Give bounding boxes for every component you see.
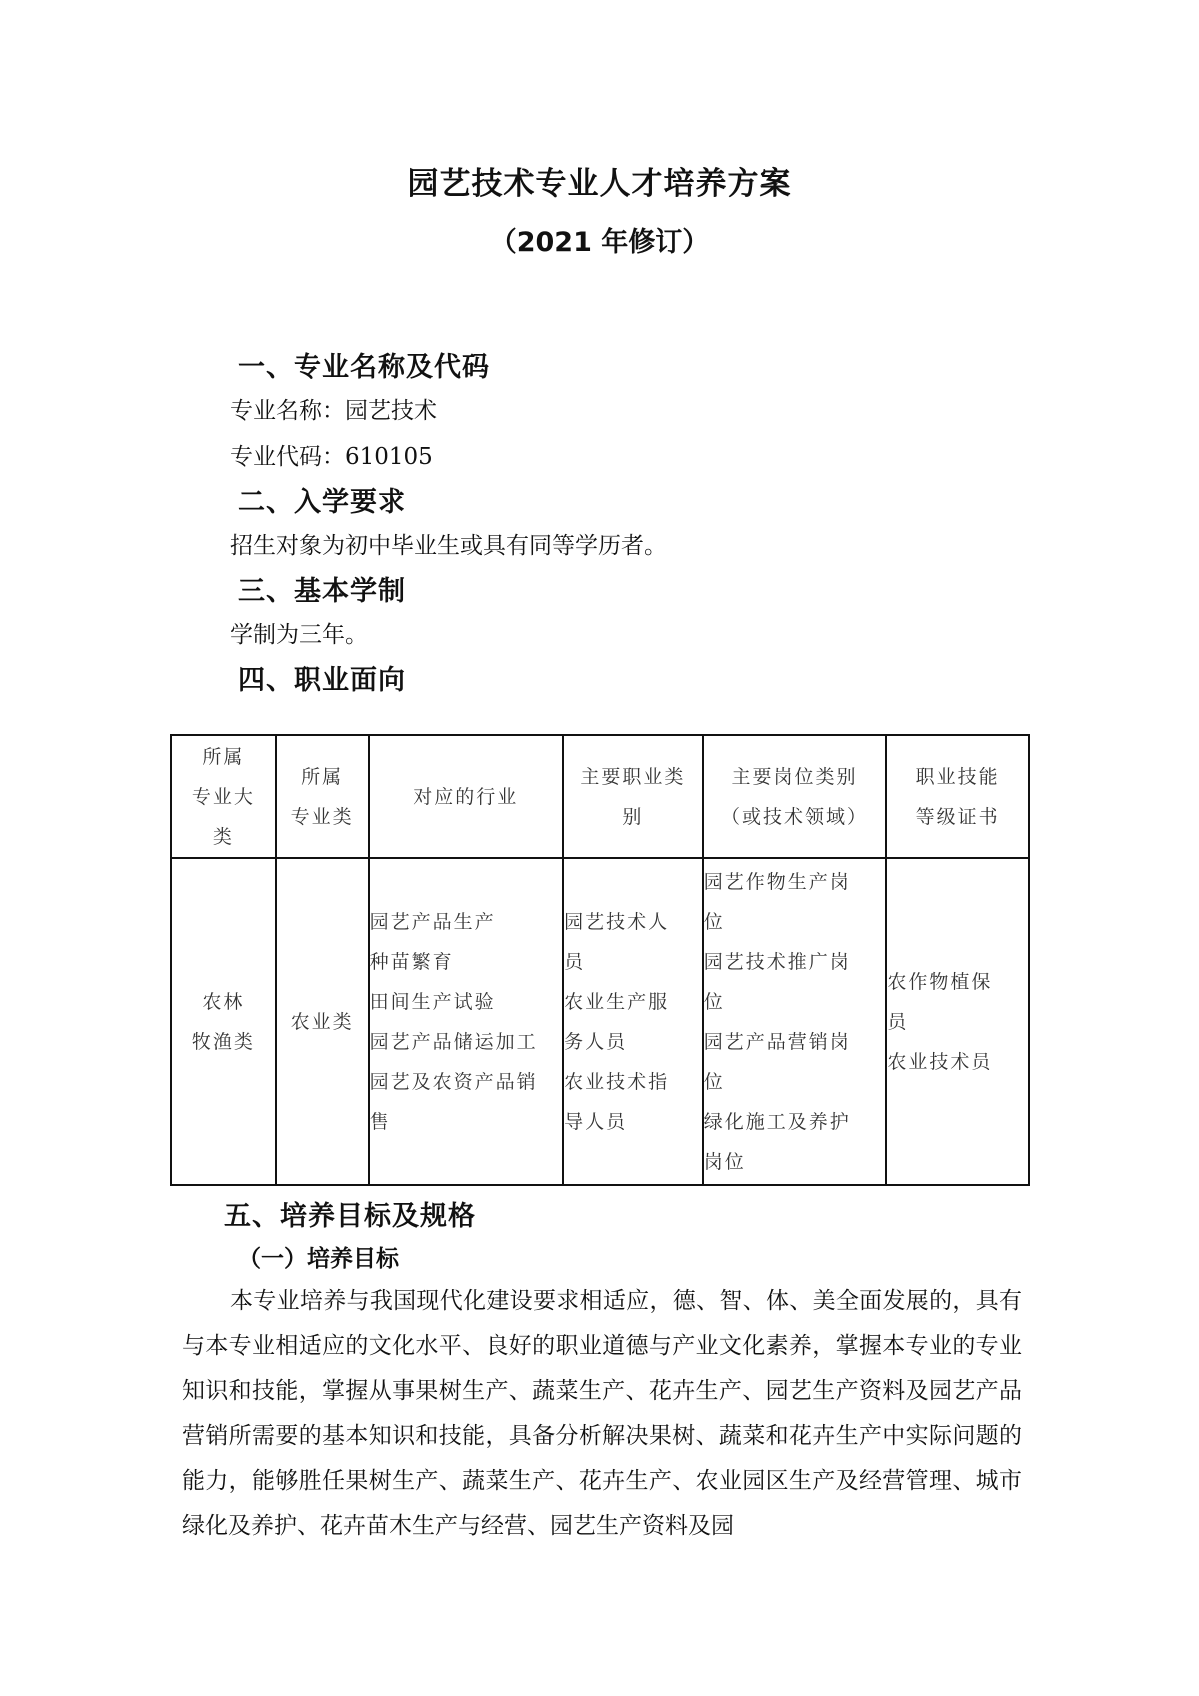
body-cell-major-class: 农业类: [276, 858, 369, 1185]
duration-text: 学制为三年。: [230, 622, 368, 648]
body-cell-occupation: 园艺技术人 员 农业生产服 务人员 农业技术指 导人员: [563, 858, 703, 1185]
header-cell-occupation: 主要职业类 别: [563, 735, 703, 858]
body-cell-industry: 园艺产品生产 种苗繁育 田间生产试验 园艺产品储运加工 园艺及农资产品销 售: [369, 858, 564, 1185]
header-cell-major-category: 所属 专业大 类: [171, 735, 276, 858]
section-heading-duration: 三、基本学制: [238, 576, 406, 607]
document-subtitle: （2021 年修订）: [489, 227, 710, 258]
header-cell-industry: 对应的行业: [369, 735, 564, 858]
admission-text: 招生对象为初中毕业生或具有同等学历者。: [230, 533, 667, 559]
table-header-row: [171, 735, 1029, 858]
header-cell-certificates: 职业技能 等级证书: [886, 735, 1029, 858]
document-title: 园艺技术专业人才培养方案: [407, 166, 792, 202]
major-code-line: 专业代码：610105: [230, 444, 433, 470]
section-heading-admission: 二、入学要求: [238, 487, 406, 518]
career-table: [170, 734, 1030, 1186]
section-heading-career: 四、职业面向: [238, 665, 406, 696]
header-cell-positions: 主要岗位类别 （或技术领域）: [703, 735, 887, 858]
header-cell-major-class: 所属 专业类: [276, 735, 369, 858]
major-name-line: 专业名称：园艺技术: [230, 398, 437, 424]
body-cell-certificates: 农作物植保 员 农业技术员: [886, 858, 1029, 1185]
training-goal-paragraph: 本专业培养与我国现代化建设要求相适应，德、智、体、美全面发展的，具有与本专业相适应的文化水平、良好的职业道德与产业文化素养，掌握本专业的专业知识和技能，掌握从事果树生产、蔬菜生产、花卉生产、园艺生产资料及园艺产品营销所需要的基本知识和技能，具备分析解决果树、蔬菜和花卉生产中实际问题的能力，能够胜任果树生产、蔬菜生产、花卉生产、农业园区生产及经营管理、城市绿化及养护、花卉苗木生产与经营、园艺生产资料及园: [182, 1288, 1022, 1539]
table-row: [171, 858, 1029, 1185]
body-cell-positions: 园艺作物生产岗 位 园艺技术推广岗 位 园艺产品营销岗 位 绿化施工及养护 岗位: [703, 858, 887, 1185]
body-cell-major-category: 农林 牧渔类: [171, 858, 276, 1185]
section-heading-objectives: 五、培养目标及规格: [224, 1201, 476, 1232]
subsection-heading-training-goal: （一）培养目标: [238, 1246, 399, 1272]
section-heading-major-name-code: 一、专业名称及代码: [238, 352, 490, 383]
